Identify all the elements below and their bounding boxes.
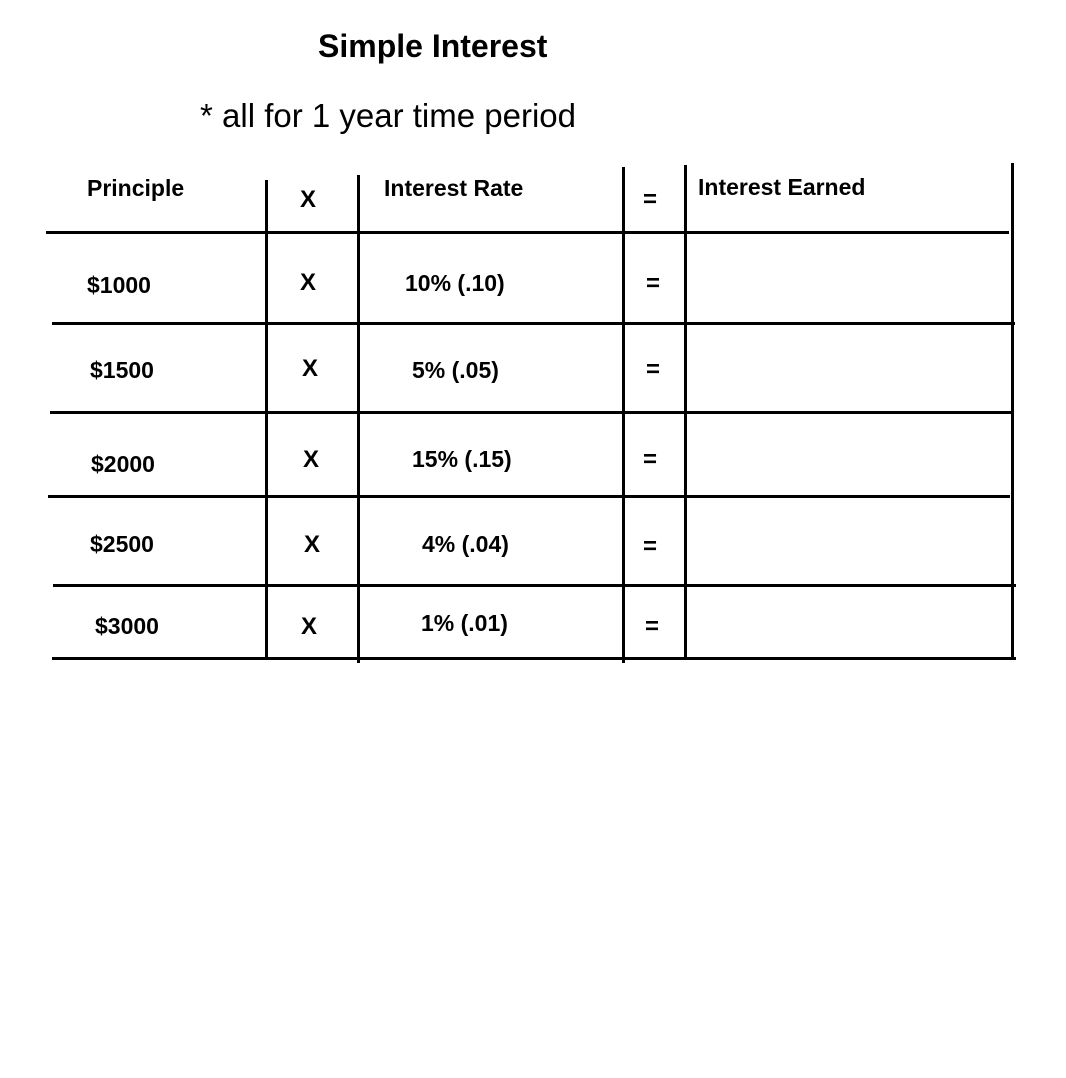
header-interest-rate: Interest Rate	[384, 175, 524, 201]
principle-cell: $2500	[90, 531, 154, 557]
principle-cell: $3000	[95, 613, 159, 639]
header-equals-sign: =	[643, 186, 658, 213]
equals-sign: =	[643, 446, 658, 473]
table-column-divider	[684, 165, 687, 658]
table-column-divider	[357, 175, 360, 663]
rate-cell: 10% (.10)	[405, 270, 505, 296]
table-rule	[48, 495, 1010, 498]
header-times-sign: X	[300, 186, 317, 213]
page-subtitle: * all for 1 year time period	[200, 97, 577, 134]
table-rule	[50, 411, 1012, 414]
header-principle: Principle	[87, 175, 185, 201]
equals-sign: =	[643, 533, 658, 560]
principle-cell: $1500	[90, 357, 154, 383]
table-rule	[46, 231, 1009, 234]
table-rule	[52, 322, 1015, 325]
times-sign: X	[304, 531, 321, 558]
equals-sign: =	[646, 270, 661, 297]
table-column-divider	[1011, 163, 1014, 658]
times-sign: X	[302, 355, 319, 382]
times-sign: X	[303, 446, 320, 473]
table-rule	[53, 584, 1016, 587]
equals-sign: =	[646, 356, 661, 383]
times-sign: X	[301, 613, 318, 640]
principle-cell: $2000	[91, 451, 155, 477]
times-sign: X	[300, 269, 317, 296]
header-interest-earned: Interest Earned	[698, 174, 866, 200]
equals-sign: =	[645, 613, 660, 640]
rate-cell: 1% (.01)	[421, 610, 508, 636]
table-column-divider	[265, 180, 268, 658]
rate-cell: 5% (.05)	[412, 357, 499, 383]
rate-cell: 15% (.15)	[412, 446, 512, 472]
rate-cell: 4% (.04)	[422, 531, 509, 557]
page-title: Simple Interest	[318, 28, 548, 64]
table-rule	[52, 657, 1016, 660]
table-column-divider	[622, 167, 625, 663]
principle-cell: $1000	[87, 272, 151, 298]
